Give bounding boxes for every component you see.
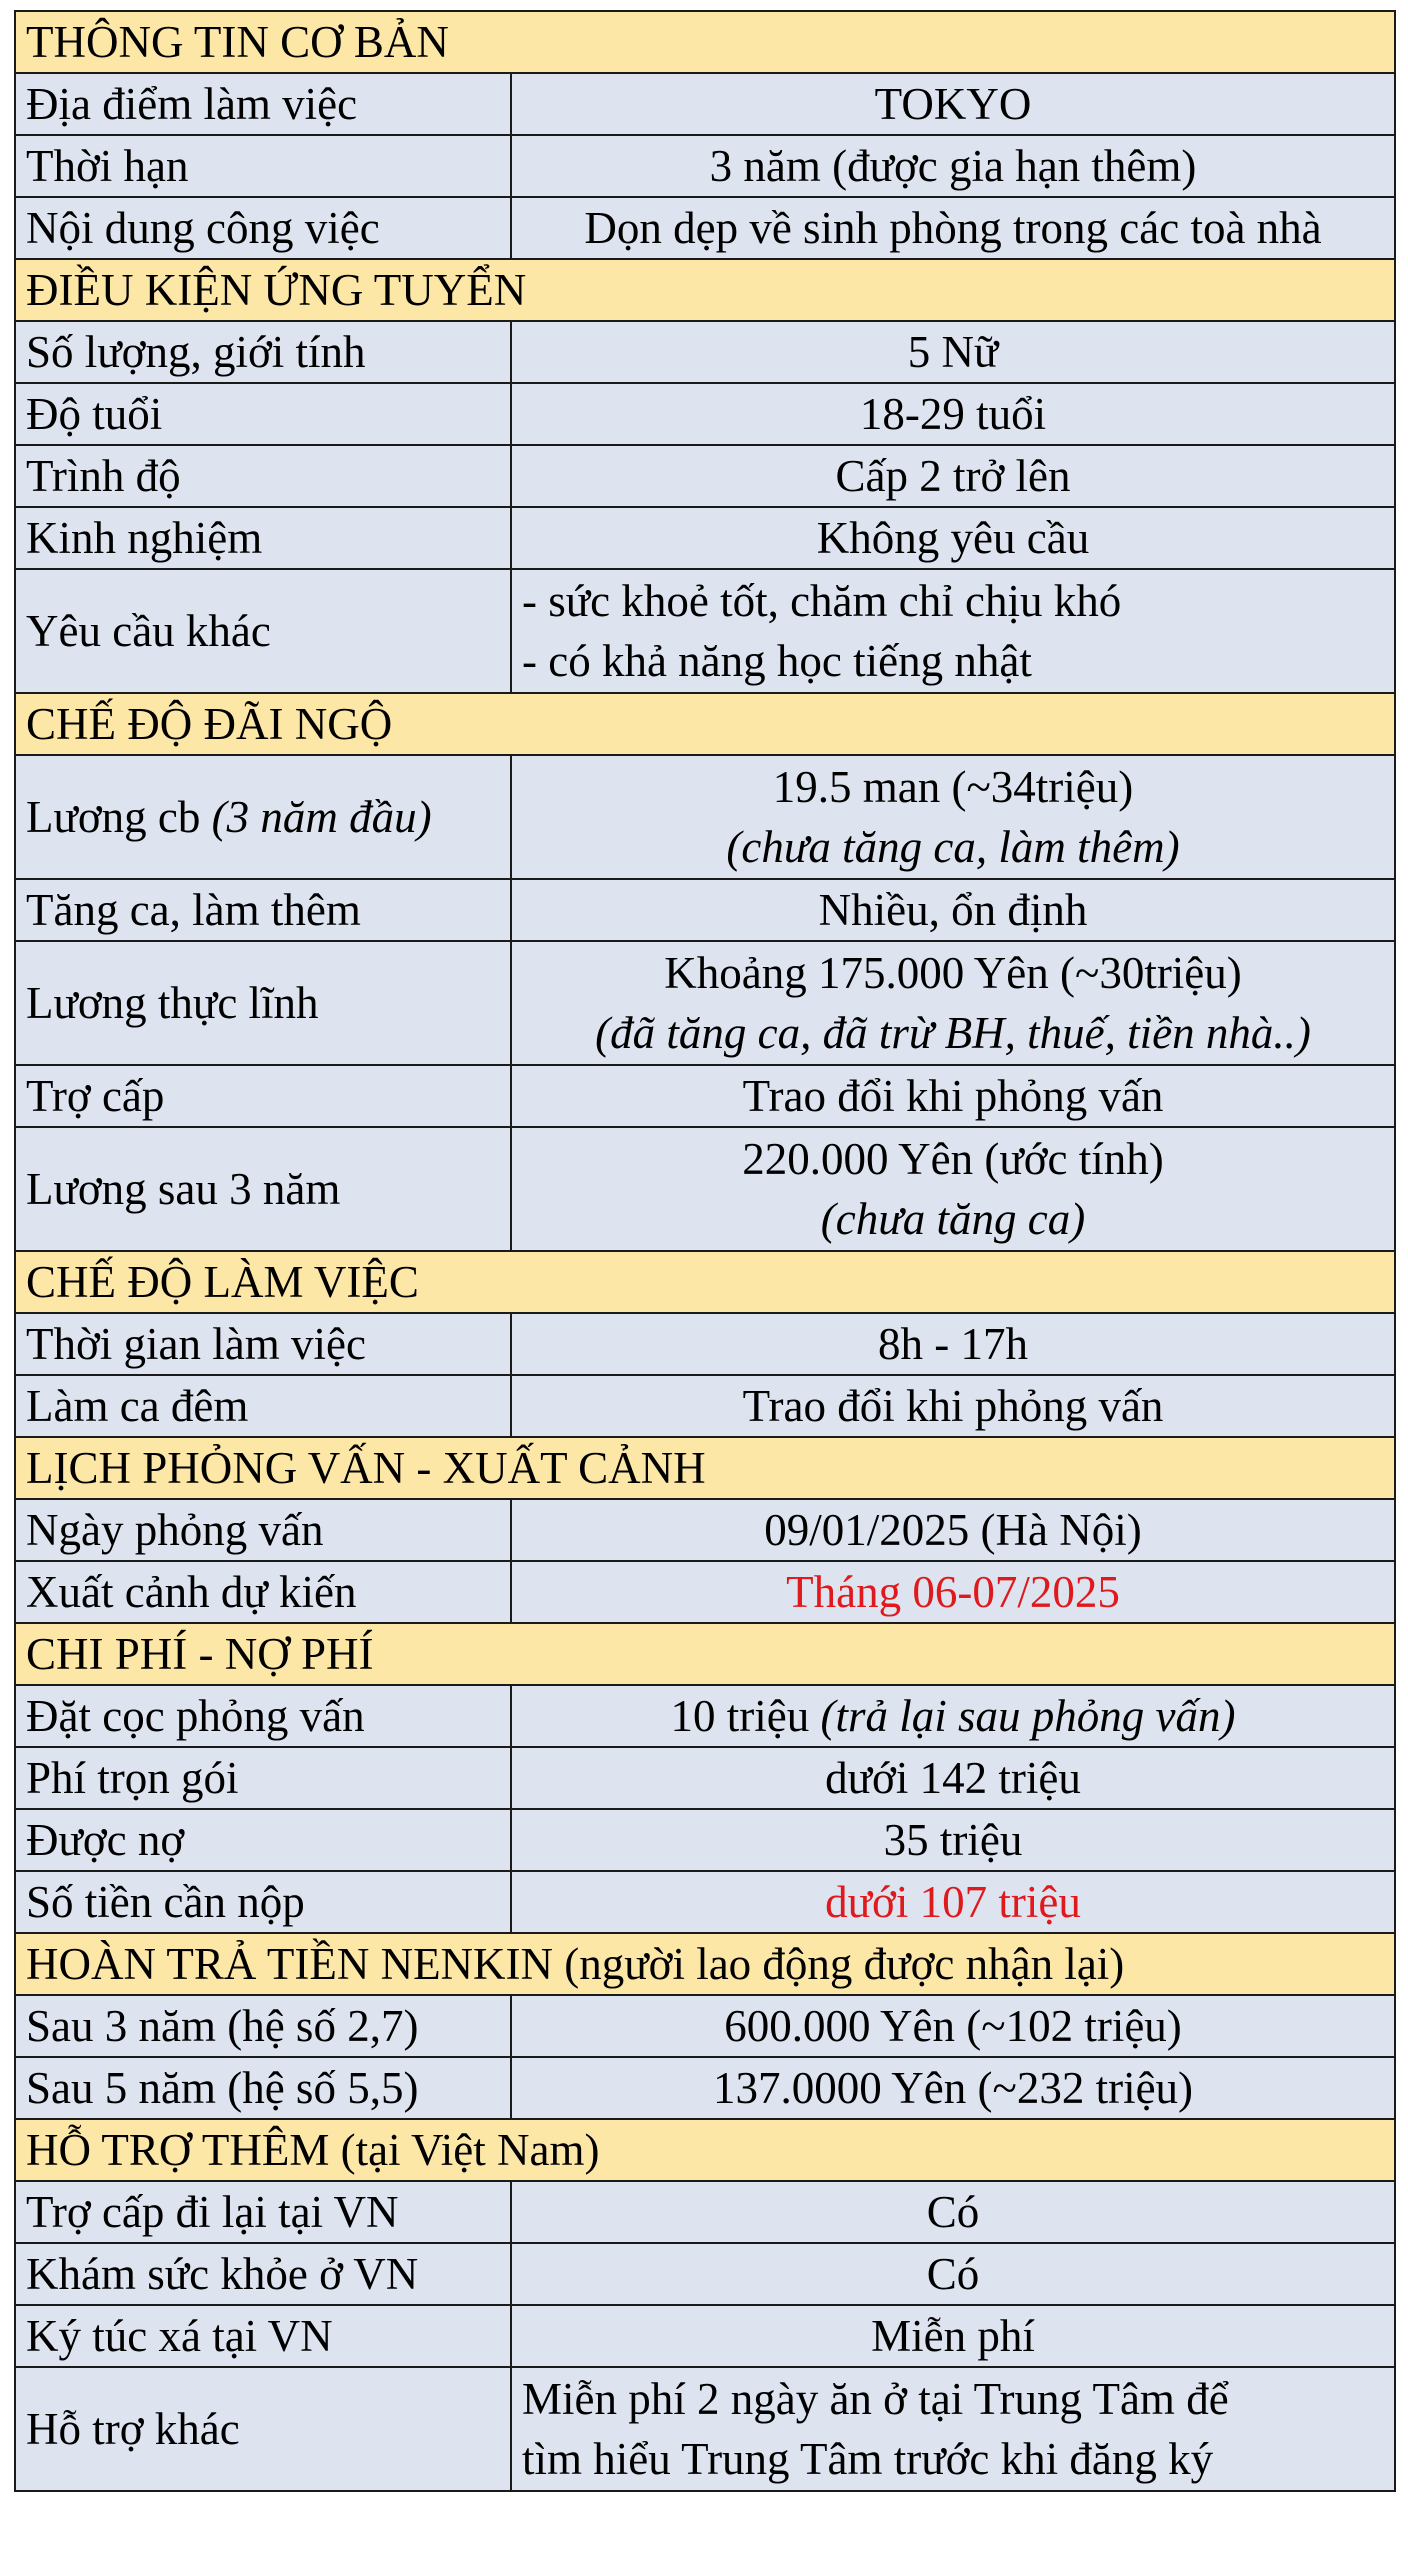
other-support-row: [15, 2367, 1395, 2491]
job-value: Dọn dẹp về sinh phòng trong các toà nhà: [511, 197, 1395, 259]
health-check-value: Có: [511, 2243, 1395, 2305]
section-nenkin-row: [15, 1933, 1395, 1995]
duration-label: Thời hạn: [15, 135, 511, 197]
salary-after-3-value: [511, 1127, 1395, 1251]
section-schedule-title: LỊCH PHỎNG VẤN - XUẤT CẢNH: [15, 1437, 1395, 1499]
other-requirements-line-2: - có khả năng học tiếng nhật: [522, 636, 1032, 686]
section-schedule-row: [15, 1437, 1395, 1499]
section-work-row: [15, 1251, 1395, 1313]
nenkin-3-label: Sau 3 năm (hệ số 2,7): [15, 1995, 511, 2057]
job-row: [15, 197, 1395, 259]
base-salary-line-2: (chưa tăng ca, làm thêm): [726, 822, 1180, 872]
section-costs-title: CHI PHÍ - NỢ PHÍ: [15, 1623, 1395, 1685]
night-shift-value: Trao đổi khi phỏng vấn: [511, 1375, 1395, 1437]
section-basic-title: THÔNG TIN CƠ BẢN: [15, 11, 1395, 73]
deposit-note: (trả lại sau phỏng vấn): [820, 1691, 1236, 1741]
age-value: 18-29 tuổi: [511, 383, 1395, 445]
quantity-label: Số lượng, giới tính: [15, 321, 511, 383]
net-salary-value: [511, 941, 1395, 1065]
base-salary-label-text: Lương cb: [26, 792, 212, 842]
section-requirements-row: [15, 259, 1395, 321]
travel-allowance-label: Trợ cấp đi lại tại VN: [15, 2181, 511, 2243]
net-salary-label: Lương thực lĩnh: [15, 941, 511, 1065]
section-work-title: CHẾ ĐỘ LÀM VIỆC: [15, 1251, 1395, 1313]
other-requirements-row: [15, 569, 1395, 693]
deposit-amount: 10 triệu: [670, 1691, 821, 1741]
quantity-row: [15, 321, 1395, 383]
loan-label: Được nợ: [15, 1809, 511, 1871]
night-shift-label: Làm ca đêm: [15, 1375, 511, 1437]
health-check-label: Khám sức khỏe ở VN: [15, 2243, 511, 2305]
location-row: [15, 73, 1395, 135]
net-salary-row: [15, 941, 1395, 1065]
work-hours-value: 8h - 17h: [511, 1313, 1395, 1375]
allowance-label: Trợ cấp: [15, 1065, 511, 1127]
net-salary-line-1: Khoảng 175.000 Yên (~30triệu): [664, 948, 1242, 998]
experience-value: Không yêu cầu: [511, 507, 1395, 569]
other-requirements-line-1: - sức khoẻ tốt, chăm chỉ chịu khó: [522, 576, 1122, 626]
section-benefits-title: CHẾ ĐỘ ĐÃI NGỘ: [15, 693, 1395, 755]
location-label: Địa điểm làm việc: [15, 73, 511, 135]
salary-after-3-line-2: (chưa tăng ca): [820, 1194, 1086, 1244]
other-requirements-label: Yêu cầu khác: [15, 569, 511, 693]
health-check-row: [15, 2243, 1395, 2305]
overtime-label: Tăng ca, làm thêm: [15, 879, 511, 941]
section-nenkin-title: HOÀN TRẢ TIỀN NENKIN (người lao động được nhận lại): [15, 1933, 1395, 1995]
payable-row: [15, 1871, 1395, 1933]
nenkin-5-value: 137.0000 Yên (~232 triệu): [511, 2057, 1395, 2119]
education-label: Trình độ: [15, 445, 511, 507]
other-support-line-2: tìm hiểu Trung Tâm trước khi đăng ký: [522, 2434, 1214, 2484]
package-fee-value: dưới 142 triệu: [511, 1747, 1395, 1809]
education-value: Cấp 2 trở lên: [511, 445, 1395, 507]
base-salary-label-note: (3 năm đầu): [211, 792, 432, 842]
allowance-row: [15, 1065, 1395, 1127]
travel-allowance-value: Có: [511, 2181, 1395, 2243]
dorm-row: [15, 2305, 1395, 2367]
section-support-title: HỖ TRỢ THÊM (tại Việt Nam): [15, 2119, 1395, 2181]
work-hours-label: Thời gian làm việc: [15, 1313, 511, 1375]
quantity-value: 5 Nữ: [511, 321, 1395, 383]
interview-label: Ngày phỏng vấn: [15, 1499, 511, 1561]
loan-row: [15, 1809, 1395, 1871]
other-requirements-value: [511, 569, 1395, 693]
nenkin-5-row: [15, 2057, 1395, 2119]
payable-label: Số tiền cần nộp: [15, 1871, 511, 1933]
interview-value: 09/01/2025 (Hà Nội): [511, 1499, 1395, 1561]
location-value: TOKYO: [511, 73, 1395, 135]
dorm-value: Miễn phí: [511, 2305, 1395, 2367]
section-costs-row: [15, 1623, 1395, 1685]
section-basic-row: [15, 11, 1395, 73]
other-support-value: [511, 2367, 1395, 2491]
experience-label: Kinh nghiệm: [15, 507, 511, 569]
overtime-value: Nhiều, ổn định: [511, 879, 1395, 941]
overtime-row: [15, 879, 1395, 941]
payable-value: dưới 107 triệu: [511, 1871, 1395, 1933]
duration-value: 3 năm (được gia hạn thêm): [511, 135, 1395, 197]
interview-row: [15, 1499, 1395, 1561]
base-salary-row: [15, 755, 1395, 879]
section-benefits-row: [15, 693, 1395, 755]
experience-row: [15, 507, 1395, 569]
travel-allowance-row: [15, 2181, 1395, 2243]
salary-after-3-line-1: 220.000 Yên (ước tính): [742, 1134, 1164, 1184]
deposit-label: Đặt cọc phỏng vấn: [15, 1685, 511, 1747]
duration-row: [15, 135, 1395, 197]
age-label: Độ tuổi: [15, 383, 511, 445]
loan-value: 35 triệu: [511, 1809, 1395, 1871]
departure-label: Xuất cảnh dự kiến: [15, 1561, 511, 1623]
departure-row: [15, 1561, 1395, 1623]
base-salary-value: [511, 755, 1395, 879]
departure-value: Tháng 06-07/2025: [511, 1561, 1395, 1623]
package-fee-row: [15, 1747, 1395, 1809]
salary-after-3-label: Lương sau 3 năm: [15, 1127, 511, 1251]
work-hours-row: [15, 1313, 1395, 1375]
section-support-row: [15, 2119, 1395, 2181]
package-fee-label: Phí trọn gói: [15, 1747, 511, 1809]
nenkin-3-row: [15, 1995, 1395, 2057]
deposit-row: [15, 1685, 1395, 1747]
allowance-value: Trao đổi khi phỏng vấn: [511, 1065, 1395, 1127]
other-support-label: Hỗ trợ khác: [15, 2367, 511, 2491]
night-shift-row: [15, 1375, 1395, 1437]
section-requirements-title: ĐIỀU KIỆN ỨNG TUYỂN: [15, 259, 1395, 321]
deposit-value: [511, 1685, 1395, 1747]
base-salary-line-1: 19.5 man (~34triệu): [772, 762, 1134, 812]
job-info-table: [14, 10, 1396, 2492]
net-salary-line-2: (đã tăng ca, đã trừ BH, thuế, tiền nhà..): [595, 1008, 1311, 1058]
education-row: [15, 445, 1395, 507]
base-salary-label: [15, 755, 511, 879]
age-row: [15, 383, 1395, 445]
salary-after-3-row: [15, 1127, 1395, 1251]
nenkin-3-value: 600.000 Yên (~102 triệu): [511, 1995, 1395, 2057]
dorm-label: Ký túc xá tại VN: [15, 2305, 511, 2367]
nenkin-5-label: Sau 5 năm (hệ số 5,5): [15, 2057, 511, 2119]
job-label: Nội dung công việc: [15, 197, 511, 259]
other-support-line-1: Miễn phí 2 ngày ăn ở tại Trung Tâm để: [522, 2374, 1229, 2424]
